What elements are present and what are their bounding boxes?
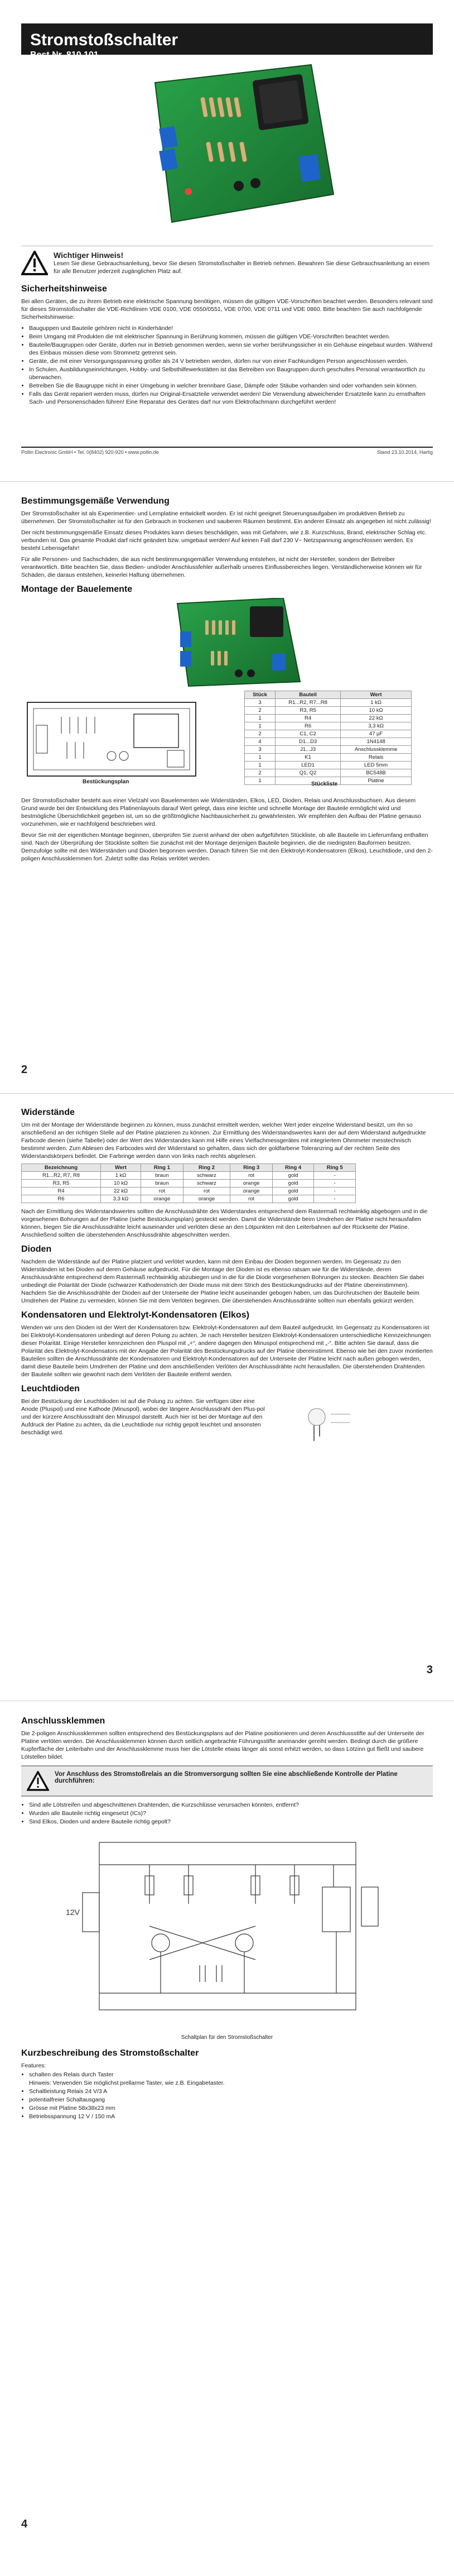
safety-list xyxy=(29,324,433,406)
parts-row xyxy=(245,699,412,707)
pcb-illustration xyxy=(21,55,433,239)
assembly-photo xyxy=(21,598,433,687)
parts-cell: Q1, Q2 xyxy=(276,769,341,777)
res-header: Ring 1 xyxy=(141,1164,183,1172)
parts-cell: 2 xyxy=(245,730,276,738)
res-cell: 3,3 kΩ xyxy=(100,1195,141,1203)
terminal-block-b xyxy=(180,651,191,667)
feature-item: • Betriebsspannung 12 V / 150 mA xyxy=(29,2113,433,2120)
parts-cell: 1 kΩ xyxy=(341,699,412,707)
warning-title: Wichtiger Hinweis! xyxy=(54,251,124,260)
res-cell: R6 xyxy=(22,1195,101,1203)
res-cell: 10 kΩ xyxy=(100,1180,141,1188)
terminal-block-right xyxy=(298,154,321,182)
capacitors-text: Wenden wir uns den Dioden ist der Wert der Kondensatoren bzw. Elektrolyt-Kondensatoren auf dem Bauteil aufgedruckt. Im Gegensatz zu Kondensatoren ist bei Elektrolyt-Kondensatoren unbedingt auf deren Polung zu achten. Je nach Hersteller besitzen Elektrolyt-Kondensatoren unterschiedliche Kennzeichnungen dieser Polarität. Einige Hersteller kennzeichnen den Pluspol mit „+“, andere dagegen den Minuspol entsprechend mit „-“. Bitte achten Sie darauf, dass die Polarität des Elektrolyt-Kondensators mit der Angabe der Polarität des Bestückungsdrucks auf der Platine übereinstimmt. Ebenso wie bei den zuvor montierten Bauteilen sollten die Anschlussdrähte der Kondensatoren und Elektrolyt-Kondensatoren auf der Unterseite der Platine leicht nach außen gebogen werden, damit diese Bauteile beim Umdrehen der Platine und dem anschließenden Verlöten der Anschlussdrähte nicht herausfallen. Die überstehenden Drahtenden der Bauteile sollten wie gewohnt nach dem Verlöten der Bauteile entfernt werden. xyxy=(21,1324,433,1378)
res-header: Ring 5 xyxy=(314,1164,356,1172)
feature-item: • schalten des Relais durch Taster xyxy=(29,2071,433,2079)
capacitor-1 xyxy=(234,181,244,191)
res-cell: orange xyxy=(230,1180,273,1188)
diodes-text: Nachdem die Widerstände auf der Platine platziert und verlötet wurden, kann mit dem Einbau der Dioden begonnen werden. Im Gegensatz zu den Widerständen ist bei Dioden auf deren Gehäuse aufgedruckt. Für die Montage der Dioden ist es ebenso ratsam wie für die Widerstände, deren Anschlussdrähte entsprechend dem Rastermaß rechtwinklig abzubiegen und in die für die Diode vorgesehenen Bohrungen zu stecken. Beachten Sie dabei unbedingt die Polarität der Diode (schwarzer Kathodenstrich der Diode muss mit dem Strich des Bestückungsdrucks auf der Platine übereinstimmen). Nachdem Sie die Anschlussdrähte der Dioden auf der Unterseite der Platine leicht auseinander gebogen haben, um das Durchrutschen der Bauteile beim Umdrehen der Platine zu vermeiden, können Sie mit dem Verlöten beginnen. Die überstehenden Anschlussdrähte sollten nun ebenfalls gekürzt werden. xyxy=(21,1258,424,1304)
parts-cell: R6 xyxy=(276,722,341,730)
description-heading: Kurzbeschreibung des Stromstoßschalter xyxy=(21,2048,199,2058)
resistors-heading: Widerstände xyxy=(21,1108,75,1117)
res-cell: - xyxy=(314,1188,356,1195)
res-cell: orange xyxy=(183,1195,230,1203)
features-label: Features: xyxy=(21,2062,46,2069)
footer-date: Stand 23.10.2014, Hartig xyxy=(376,449,433,455)
features-list xyxy=(29,2071,433,2120)
feature-item: • potentialfreier Schaltausgang xyxy=(29,2096,433,2104)
parts-cell: LED 5mm xyxy=(341,762,412,769)
parts-row xyxy=(245,762,412,769)
safety-item: • Bauguppen und Bauteile gehören nicht in Kinderhände! xyxy=(29,324,433,332)
parts-header: Stück xyxy=(245,691,276,699)
parts-cell: J1...J3 xyxy=(276,746,341,754)
page-title: Stromstoßschalter xyxy=(30,31,178,49)
resistor-color-table xyxy=(21,1163,356,1203)
resistors-text-2: Nach der Ermittlung des Widerstandswertes sollten die Anschlussdrähte des Widerstandes entsprechend dem Rastermaß rechtwinklig abgebogen und in die vorgesehenen Bohrungen auf der Platine (siehe Bestückungsplan) gesteckt werden. Damit die Widerstände beim Umdrehen der Platine nicht herausfallen können, biegen Sie die Anschlussdrähte leicht auseinander und verlöten diese an den Lötpunkten mit den Leiterbahnen auf der Rückseite der Platine. Anschließend sollten die überstehenden Anschlussdrähte abgeschnitten werden. xyxy=(21,1208,428,1238)
feature-item: • Grösse mit Platine 58x38x23 mm xyxy=(29,2104,433,2112)
parts-cell: 1 xyxy=(245,754,276,762)
res-cell: braun xyxy=(141,1172,183,1180)
parts-table xyxy=(244,691,412,785)
parts-cell: 2 xyxy=(245,769,276,777)
parts-cell: Platine xyxy=(341,777,412,785)
parts-cell: 1 xyxy=(245,715,276,722)
res-header: Ring 4 xyxy=(272,1164,314,1172)
led-diagram-icon xyxy=(289,1397,356,1445)
res-cell: orange xyxy=(230,1188,273,1195)
usage-text-1: Der Stromstoßschalter ist als Experimentier- und Lernplatine entwickelt worden. Er ist nicht geeignet Steuerungsaufgaben im produktiven Betrieb zu übernehmen. Der Stromstoßschalter ist für den Gebrauch in trockenen und sauberen Räumen bestimmt. Ein anderer Einsatz als angegeben ist nicht zulässig! xyxy=(21,510,431,525)
parts-header: Bauteil xyxy=(276,691,341,699)
layout-caption: Bestückungsplan xyxy=(83,779,129,785)
parts-cell: 1N4148 xyxy=(341,738,412,746)
res-cell: orange xyxy=(141,1195,183,1203)
res-header: Bezeichnung xyxy=(22,1164,101,1172)
check-hint-title: Vor Anschluss des Stromstoßrelais an die Stromversorgung sollten Sie eine abschließende Kontrolle der Platine durchführen: xyxy=(55,1771,398,1784)
parts-cell: 22 kΩ xyxy=(341,715,412,722)
res-cell: rot xyxy=(141,1188,183,1195)
warning-text: Lesen Sie diese Gebrauchsanleitung, bevor Sie diesen Stromstoßschalter in Betrieb nehmen. Bewahren Sie diese Gebrauchsanleitung an einem für alle Benutzer jederzeit zugänglichen Platz auf. xyxy=(54,260,430,275)
layout-diagram xyxy=(27,702,196,777)
parts-row xyxy=(245,715,412,722)
safety-item: • Falls das Gerät repariert werden muss, dürfen nur Original-Ersatzteile verwendet werden! Die Verwendung abweichender Ersatzteile kann zu ernsthaften Sach- und Personenschäden führen! Eine Reparatur des Gerätes darf nur vom Elektrofachmann durchgeführt werden! xyxy=(29,390,433,406)
check-hint-box xyxy=(21,1765,433,1797)
safety-item: • Bauteile/Baugruppen oder Geräte, dürfen nur in Betrieb genommen werden, wenn sie vorher berührungssicher in ein Gehäuse eingebaut wurden. Während des Einbaus müssen diese vom Stromnetz getrennt sein. xyxy=(29,341,433,357)
parts-cell: R4 xyxy=(276,715,341,722)
resistors-text-1: Um mit der Montage der Widerstände beginnen zu können, muss zunächst ermittelt werden, welcher Wert jeder einzelne Widerstand besitzt, um ihn so anschließend an der richtigen Stelle auf der Platine platzieren zu können. Zur Ermittlung des Widerstandswertes kann der auf dem Widerstand aufgedruckte Farbcode dienen (siehe Tabelle) oder der Wert des Widerstandes kann mit Hilfe eines Vielfachmessgerätes mit integriertem Ohmmeter messtechnisch bestimmt werden. Zum Ablesen des Farbcodes wird der Widerstand so gehalten, dass sich der goldfarbene Toleranzring auf der rechten Seite des Widerstandskörpers befindet. Die Farbringe werden dann von links nach rechts abgelesen. xyxy=(21,1122,426,1160)
parts-cell: 1 xyxy=(245,762,276,769)
parts-row xyxy=(245,722,412,730)
page-4 xyxy=(21,1703,433,2576)
res-cell: - xyxy=(314,1172,356,1180)
page-divider xyxy=(0,481,454,482)
res-header: Ring 3 xyxy=(230,1164,273,1172)
pcb-board xyxy=(155,65,334,222)
parts-cell: 1 xyxy=(245,722,276,730)
parts-row xyxy=(245,730,412,738)
parts-list xyxy=(244,691,412,785)
capacitors-heading: Kondensatoren und Elektrolyt-Kondensatoren (Elkos) xyxy=(21,1310,249,1320)
terminal-block-a xyxy=(180,631,191,647)
assembly-text-1: Der Stromstoßschalter besteht aus einer Vielzahl von Bauelementen wie Widerständen, Elkos, LED, Dioden, Relais und Anschlussbuchsen. Aus diesem Grund wurde bei der Entwicklung des Platinenlayouts darauf Wert gelegt, dass eine leichte und schnelle Montage der Bauteile ermöglicht wird und bestmögliche Übersichtlichkeit gegeben ist, um so die größtmögliche Nachbausicherheit zu gewährleisten. Wir empfehlen den Aufbau der Platine genauso vorzunehmen, wie er nachfolgend beschrieben wird. xyxy=(21,797,421,827)
footer-contact: Pollin Electronic GmbH • Tel. 0(8402) 920-920 • www.pollin.de xyxy=(21,449,159,455)
order-number: Best.Nr. 810 101 xyxy=(30,50,99,60)
safety-item: • Geräte, die mit einer Versorgungsspannung größer als 24 V betrieben werden, dürfen nur von einer Fachkundigen Person angeschlossen werden. xyxy=(29,357,433,365)
parts-row xyxy=(245,707,412,715)
res-cell: 1 kΩ xyxy=(100,1172,141,1180)
page-2 xyxy=(21,483,433,1086)
assembly-heading: Montage der Bauelemente xyxy=(21,585,133,594)
res-cell: rot xyxy=(230,1172,273,1180)
res-cell: rot xyxy=(183,1188,230,1195)
res-header: Ring 2 xyxy=(183,1164,230,1172)
parts-cell: 3 xyxy=(245,746,276,754)
parts-cell: C1, C2 xyxy=(276,730,341,738)
res-row xyxy=(22,1195,356,1203)
parts-cell: 3 xyxy=(245,699,276,707)
res-cell: R1...R2, R7, R8 xyxy=(22,1172,101,1180)
diodes-heading: Dioden xyxy=(21,1244,52,1254)
res-row xyxy=(22,1180,356,1188)
feature-item: • Schaltleistung Relais 24 V/3 A xyxy=(29,2087,433,2095)
safety-item: • Beim Umgang mit Produkten die mit elektrischer Spannung in Berührung kommen, müssen die gültigen VDE-Vorschriften beachtet werden. xyxy=(29,333,433,341)
res-cell: braun xyxy=(141,1180,183,1188)
res-cell: - xyxy=(314,1180,356,1188)
parts-cell: BC548B xyxy=(341,769,412,777)
res-row xyxy=(22,1172,356,1180)
page-footer xyxy=(21,447,433,455)
feature-item: Hinweis: Verwenden Sie möglichst prellarme Taster, wie z.B. Eingabetaster. xyxy=(29,2080,225,2086)
assembly-text-2: Bevor Sie mit der eigentlichen Montage beginnen, überprüfen Sie zuerst anhand der oben aufgeführten Stückliste, ob alle Bauteile im Lieferumfang enthalten sind. Nach der Überprüfung der Stückliste sollten Sie zunächst mit der Montage derjenigen Bauteile beginnen, die die niedrigsten Bauformen besitzen. Demzufolge sollte mit den Widerständen und Dioden begonnen werden. Danach führen Sie mit den Elektrolyt-Kondensatoren (Elkos), Leuchtdiode, und den 2-poligen Anschlussklemmen fort. Zuletzt sollte das Relais verlötet werden. xyxy=(21,832,433,862)
terminals-heading: Anschlussklemmen xyxy=(21,1716,105,1726)
res-cell: schwarz xyxy=(183,1180,230,1188)
page-3 xyxy=(21,1094,433,1694)
warning-box xyxy=(21,246,433,279)
parts-row xyxy=(245,769,412,777)
parts-cell: 1 xyxy=(245,777,276,785)
safety-item: • Betreiben Sie die Baugruppe nicht in einer Umgebung in welcher brennbare Gase, Dämpfe oder Stäube vorhanden sind oder vorhanden sein können. xyxy=(29,382,433,390)
terminal-block-c xyxy=(272,654,286,671)
parts-row xyxy=(245,738,412,746)
res-cell: gold xyxy=(272,1195,314,1203)
warning-triangle-icon xyxy=(27,1771,49,1791)
safety-item: • In Schulen, Ausbildungseinrichtungen, Hobby- und Selbsthilfewerkstätten ist das Betreiben von Baugruppen durch geschultes Personal verantwortlich zu überwachen. xyxy=(29,366,433,381)
led-component xyxy=(185,188,192,195)
res-cell: 22 kΩ xyxy=(100,1188,141,1195)
res-cell: schwarz xyxy=(183,1172,230,1180)
parts-cell: R3, R5 xyxy=(276,707,341,715)
assembly-section xyxy=(21,691,433,791)
parts-cell: 47 µF xyxy=(341,730,412,738)
title-bar xyxy=(21,23,433,60)
parts-cell: 4 xyxy=(245,738,276,746)
product-photo xyxy=(21,55,433,239)
parts-row xyxy=(245,746,412,754)
voltage-label: 12V xyxy=(66,1908,80,1917)
res-cell: gold xyxy=(272,1180,314,1188)
parts-cell: D1...D3 xyxy=(276,738,341,746)
page-number: 3 xyxy=(426,1664,433,1676)
terminals-text: Die 2-poligen Anschlussklemmen sollten entsprechend des Bestückungsplans auf der Platine positionieren und deren Anschlussstifte auf der Unterseite der Platine verlöten werden. Die Anschlussklemmen können durch seitlich angebrachte Führungsstifte aneinander gereiht werden. Bedingt durch die größere Kupferfläche der Leiterbahn und der Anschlussklemme muss hier die Lötstelle etwas länger als sonst erhitzt werden, so dass Lötzinn gut fließt und saubere Lötstellen bildet. xyxy=(21,1730,424,1760)
page-1 xyxy=(21,0,433,480)
parts-cell: K1 xyxy=(276,754,341,762)
schematic-caption: Schaltplan für den Stromstoßschalter xyxy=(181,2034,273,2041)
res-cell: rot xyxy=(230,1195,273,1203)
leds-section xyxy=(21,1397,433,1445)
page-divider xyxy=(0,1093,454,1094)
safety-heading: Sicherheitshinweise xyxy=(21,284,107,294)
parts-header: Wert xyxy=(341,691,412,699)
schematic-diagram xyxy=(21,1831,433,2032)
res-row xyxy=(22,1188,356,1195)
check-item: • Sind alle Lötstreifen und abgeschnittenen Drahtenden, die Kurzschlüsse verursachen könnten, entfernt? xyxy=(29,1801,433,1809)
res-cell: gold xyxy=(272,1188,314,1195)
check-item: • Sind Elkos, Dioden und andere Bauteile richtig gepolt? xyxy=(29,1818,433,1826)
res-cell: R4 xyxy=(22,1188,101,1195)
relay-component-2 xyxy=(250,606,283,637)
parts-cell: 2 xyxy=(245,707,276,715)
usage-text-2: Der nicht bestimmungsgemäße Einsatz dieses Produktes kann dieses beschädigen, was mit Gefahren, wie z.B. Kurzschluss, Brand, elektrischer Schlag etc. verbunden ist. Das gesamte Produkt darf nicht geändert bzw. umgebaut werden! Auf keinen Fall darf 230 V~ Netzspannung angeschlossen werden. Es besteht Lebensgefahr! xyxy=(21,529,427,552)
page-number: 2 xyxy=(21,1064,28,1076)
check-list xyxy=(29,1801,433,1826)
check-item: • Wurden alle Bauteile richtig eingesetzt (ICs)? xyxy=(29,1809,433,1817)
parts-cell: R1...R2, R7...R8 xyxy=(276,699,341,707)
parts-cell: 10 kΩ xyxy=(341,707,412,715)
res-cell: gold xyxy=(272,1172,314,1180)
parts-cell: LED1 xyxy=(276,762,341,769)
safety-text: Bei allen Geräten, die zu ihrem Betrieb eine elektrische Spannung benötigen, müssen die gültigen VDE-Vorschriften beachtet werden. Besonders relevant sind für dieses Stromstoßschalter die VDE-Richtlinien VDE 0100, VDE 0550/0551, VDE 0700, VDE 0711 und VDE 0860. Bitte beachten Sie auch nachfolgende Sicherheitshinweise: xyxy=(21,298,433,320)
leds-heading: Leuchtdioden xyxy=(21,1384,80,1394)
usage-heading: Bestimmungsgemäße Verwendung xyxy=(21,496,170,506)
capacitor-2 xyxy=(250,178,260,188)
usage-text-3: Für alle Personen- und Sachschäden, die aus nicht bestimmungsgemäßer Verwendung entstehen, ist nicht der Hersteller, sondern der Betreiber verantwortlich. Bitte beachten Sie, dass Bedien- und/oder Anschlussfehler außerhalb unseres Einflussbereiches liegen. Verständlicherweise können wir für Schäden, die daraus entstehen, keinerlei Haftung übernehmen. xyxy=(21,556,422,578)
parts-cell: Relais xyxy=(341,754,412,762)
parts-cell: 3,3 kΩ xyxy=(341,722,412,730)
res-cell: R3, R5 xyxy=(22,1180,101,1188)
warning-triangle-icon xyxy=(21,251,48,275)
parts-caption: Stückliste xyxy=(311,781,338,787)
page-number: 4 xyxy=(21,2518,28,2530)
parts-cell: Anschlussklemme xyxy=(341,746,412,754)
parts-row xyxy=(245,754,412,762)
res-cell: - xyxy=(314,1195,356,1203)
leds-text: Bei der Bestückung der Leuchtdioden ist auf die Polung zu achten. Sie verfügen über eine Anode (Pluspol) und eine Kathode (Minuspol), wobei der längere Anschlussdraht den Plus-pol und der kürzere Anschlussdraht den Minuspol darstellt. Auch hier ist bei der Montage auf den Aufdruck der Platine zu achten, da die Leuchtdiode nur richtig gepolt leuchtet und ansonsten beschädigt wird. xyxy=(21,1398,265,1436)
res-header: Wert xyxy=(100,1164,141,1172)
